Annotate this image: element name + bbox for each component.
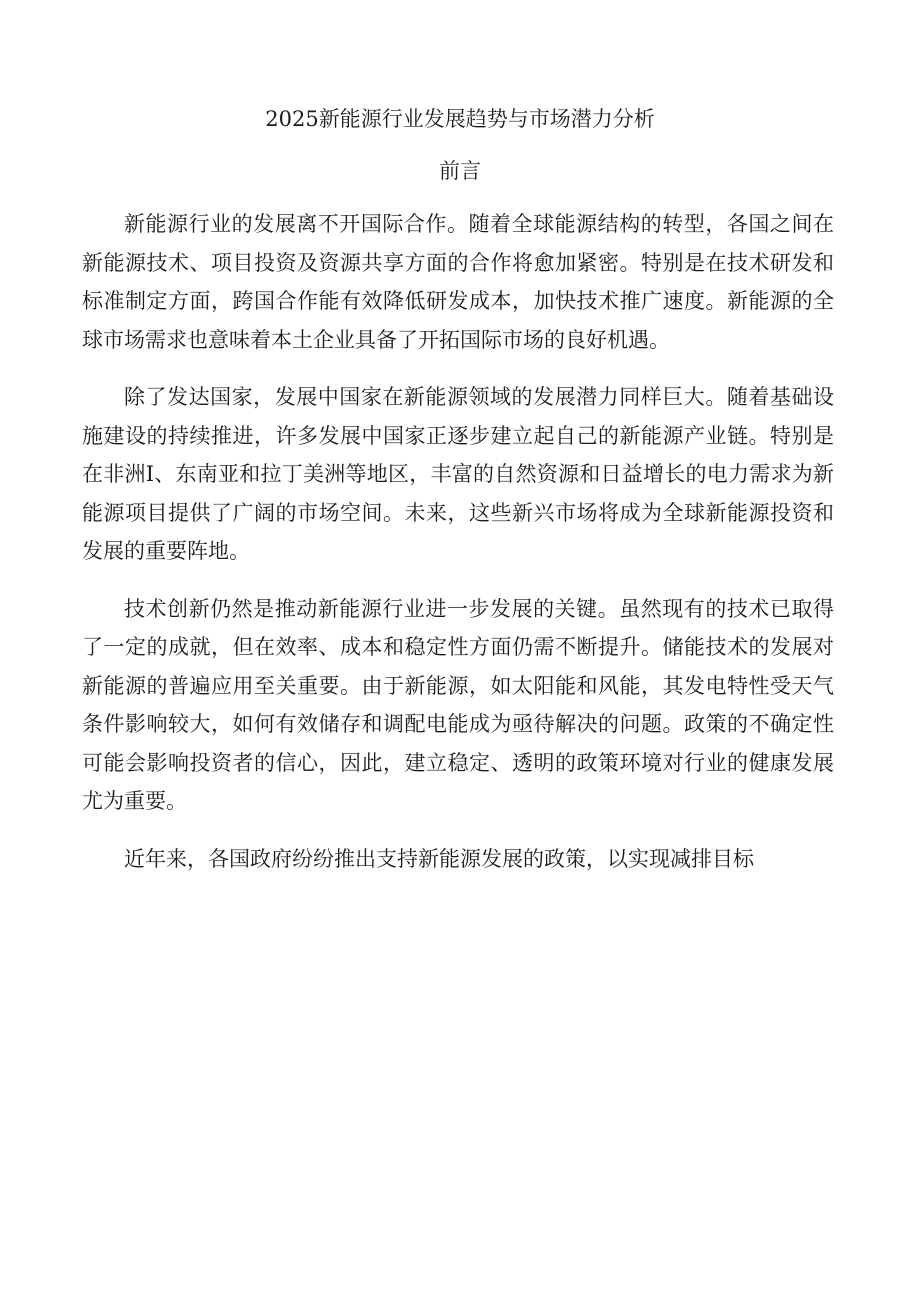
document-title: 2025新能源行业发展趋势与市场潜力分析 (265, 107, 655, 131)
paragraph-2: 除了发达国家，发展中国家在新能源领域的发展潜力同样巨大。随着基础设施建设的持续推进，许多发展中国家正逐步建立起自己的新能源产业链。特别是在非洲I、东南亚和拉丁美洲等地区，丰富的自然资源和日益增长的电力需求为新能源项目提供了广阔的市场空间。未来，这些新兴市场将成为全球新能源投资和发展的重要阵地。 (82, 385, 834, 563)
paragraph-4: 近年来，各国政府纷纷推出支持新能源发展的政策，以实现减排目标 (124, 846, 754, 871)
paragraph-1: 新能源行业的发展离不开国际合作。随着全球能源结构的转型，各国之间在新能源技术、项目投资及资源共享方面的合作将愈加紧密。特别是在技术研发和标准制定方面，跨国合作能有效降低研发成本，加快技术推广速度。新能源的全球市场需求也意味着本土企业具备了开拓国际市场的良好机遇。 (82, 212, 834, 352)
document-body (82, 205, 834, 897)
section-heading: 前言 (439, 159, 481, 183)
paragraph-3: 技术创新仍然是推动新能源行业进一步发展的关键。虽然现有的技术已取得了一定的成就，但在效率、成本和稳定性方面仍需不断提升。储能技术的发展对新能源的普遍应用至关重要。由于新能源，如太阳能和风能，其发电特性受天气条件影响较大，如何有效储存和调配电能成为亟待解决的问题。政策的不确定性可能会影响投资者的信心，因此，建立稳定、透明的政策环境对行业的健康发展尤为重要。 (82, 596, 834, 813)
